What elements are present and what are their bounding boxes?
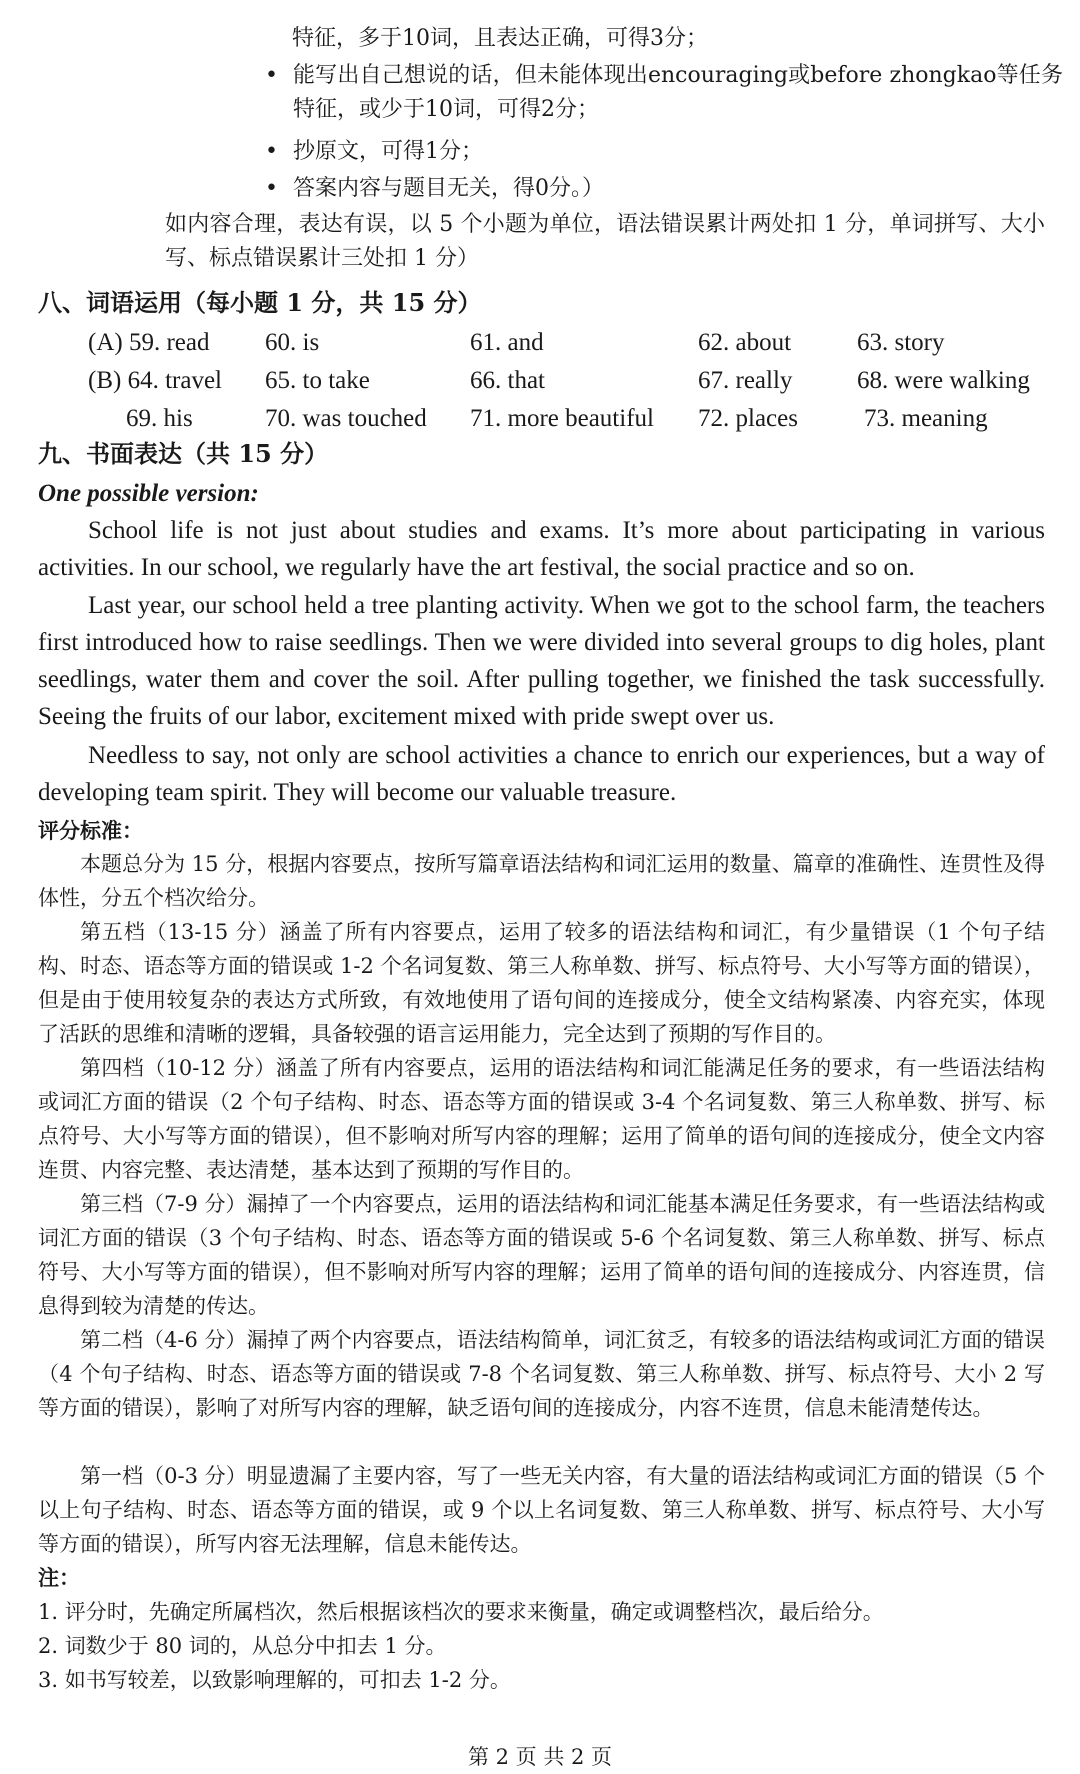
criteria-paragraph: 第三档（7-9 分）漏掉了一个内容要点，运用的语法结构和词汇能基本满足任务要求，有一些语法结构或词汇方面的错误（3 个句子结构、时态、语态等方面的错误或 5-6 个名词复数、第三人称单数、拼写、标点符号、大小写等方面的错误），但不影响对所写内容的理解；运用了简单的语句间的连接成分、内容连贯，信息得到较为清楚的传达。 [38,1192,1045,1318]
criteria-paragraph: 第五档（13-15 分）涵盖了所有内容要点，运用了较多的语法结构和词汇，有少量错误（1 个句子结构、时态、语态等方面的错误或 1-2 个名词复数、第三人称单数、拼写、标点符号、大小写等方面的错误），但是由于使用较复杂的表达方式所致，有效地使用了语句间的连接成分，使全文结构紧凑、内容充实，体现了活跃的思维和清晰的逻辑，具备较强的语言运用能力，完全达到了预期的写作目的。 [38,920,1045,1046]
page-number: 第 2 页 共 2 页 [467,1745,613,1769]
bullet-item [265,135,1045,171]
bullet-text: 能写出自己想说的话，但未能体现出encouraging或before zhongkao等任务特征，或少于10词，可得2分； [293,63,1063,122]
note-item: 3. 如书写较差，以致影响理解的，可扣去 1-2 分。 [38,1668,511,1692]
criteria-paragraph: 第一档（0-3 分）明显遗漏了主要内容，写了一些无关内容，有大量的语法结构或词汇方面的错误（5 个以上句子结构、时态、语态等方面的错误，或 9 个以上名词复数、第三人称单数、拼写、标点符号、大小写等方面的错误），所写内容无法理解，信息未能传达。 [38,1464,1045,1556]
bullet-icon: • [265,176,278,201]
answer-cell: 68. were walking [857,367,1030,394]
answer-cell: 63. story [857,329,945,356]
bullet-item [265,172,1045,208]
criteria-label: 评分标准： [38,818,143,843]
note-item: 2. 词数少于 80 词的，从总分中扣去 1 分。 [38,1634,447,1658]
section-heading: 八、词语运用（每小题 1 分，共 15 分） [38,288,482,317]
scoring-line: 特征，多于10词，且表达正确，可得3分； [292,26,708,51]
note-item: 1. 评分时，先确定所属档次，然后根据该档次的要求来衡量，确定或调整档次，最后给分。 [38,1600,884,1624]
answer-row [0,362,1080,399]
answer-cell: 65. to take [265,367,370,394]
criteria-paragraph: 本题总分为 15 分，根据内容要点，按所写篇章语法结构和词汇运用的数量、篇章的准确性、连贯性及得体性，分五个档次给分。 [38,852,1045,910]
answer-cell: 66. that [470,367,545,394]
version-label: One possible version: [38,480,259,507]
answer-cell: 72. places [698,405,798,432]
answer-cell: (B) 64. travel [88,367,222,394]
answer-cell: 60. is [265,329,320,356]
essay-paragraph: Needless to say, not only are school activities a chance to enrich our experiences, but a way of developing team spirit. They will become our valuable treasure. [38,742,1045,806]
criteria-paragraph: 第四档（10-12 分）涵盖了所有内容要点，运用的语法结构和词汇能满足任务的要求，有一些语法结构或词汇方面的错误（2 个句子结构、时态、语态等方面的错误或 3-4 个名词复数、第三人称单数、拼写、标点符号、大小写等方面的错误），但不影响对所写内容的理解；运用了简单的语句间的连接成分，使全文内容连贯、内容完整、表达清楚，基本达到了预期的写作目的。 [38,1056,1045,1182]
notes-label: 注： [38,1565,80,1590]
answer-cell: 73. meaning [864,405,988,432]
answer-cell: 71. more beautiful [470,405,654,432]
answer-row [0,324,1080,361]
essay-paragraph: School life is not just about studies and exams. It’s more about participating in various activities. In our school, we regularly have the art festival, the social practice and so on. [38,517,1045,581]
section-heading: 九、书面表达（共 15 分） [38,439,329,468]
bullet-text: 抄原文，可得1分； [293,139,483,164]
bullet-item [265,59,1063,131]
essay-paragraph: Last year, our school held a tree planting activity. When we got to the school farm, the teachers first introduced how to raise seedlings. Then we were divided into several groups to dig holes, plant seedlings, water them and cover the soil. After pulling together, we finished the task successfully. Seeing the fruits of our labor, excitement mixed with pride swept over us. [38,592,1045,730]
answer-row [0,400,1080,437]
answer-cell: (A) 59. read [88,329,210,356]
criteria-paragraph: 第二档（4-6 分）漏掉了两个内容要点，语法结构简单，词汇贫乏，有较多的语法结构或词汇方面的错误（4 个句子结构、时态、语态等方面的错误或 7-8 个名词复数、第三人称单数、拼写、标点符号、大小 2 写等方面的错误），影响了对所写内容的理解，缺乏语句间的连接成分，内容不连贯，信息未能清楚传达。 [38,1328,1045,1420]
answer-cell: 70. was touched [265,405,427,432]
bullet-icon: • [265,139,278,164]
bullet-text: 答案内容与题目无关，得0分。） [293,176,604,201]
bullet-icon: • [265,63,278,88]
answer-cell: 61. and [470,329,544,356]
answer-cell: 69. his [126,405,193,432]
deduction-note: 如内容合理，表达有误，以 5 个小题为单位，语法错误累计两处扣 1 分，单词拼写、大小写、标点错误累计三处扣 1 分） [165,212,1045,271]
answer-cell: 67. really [698,367,793,394]
answer-cell: 62. about [698,329,792,356]
